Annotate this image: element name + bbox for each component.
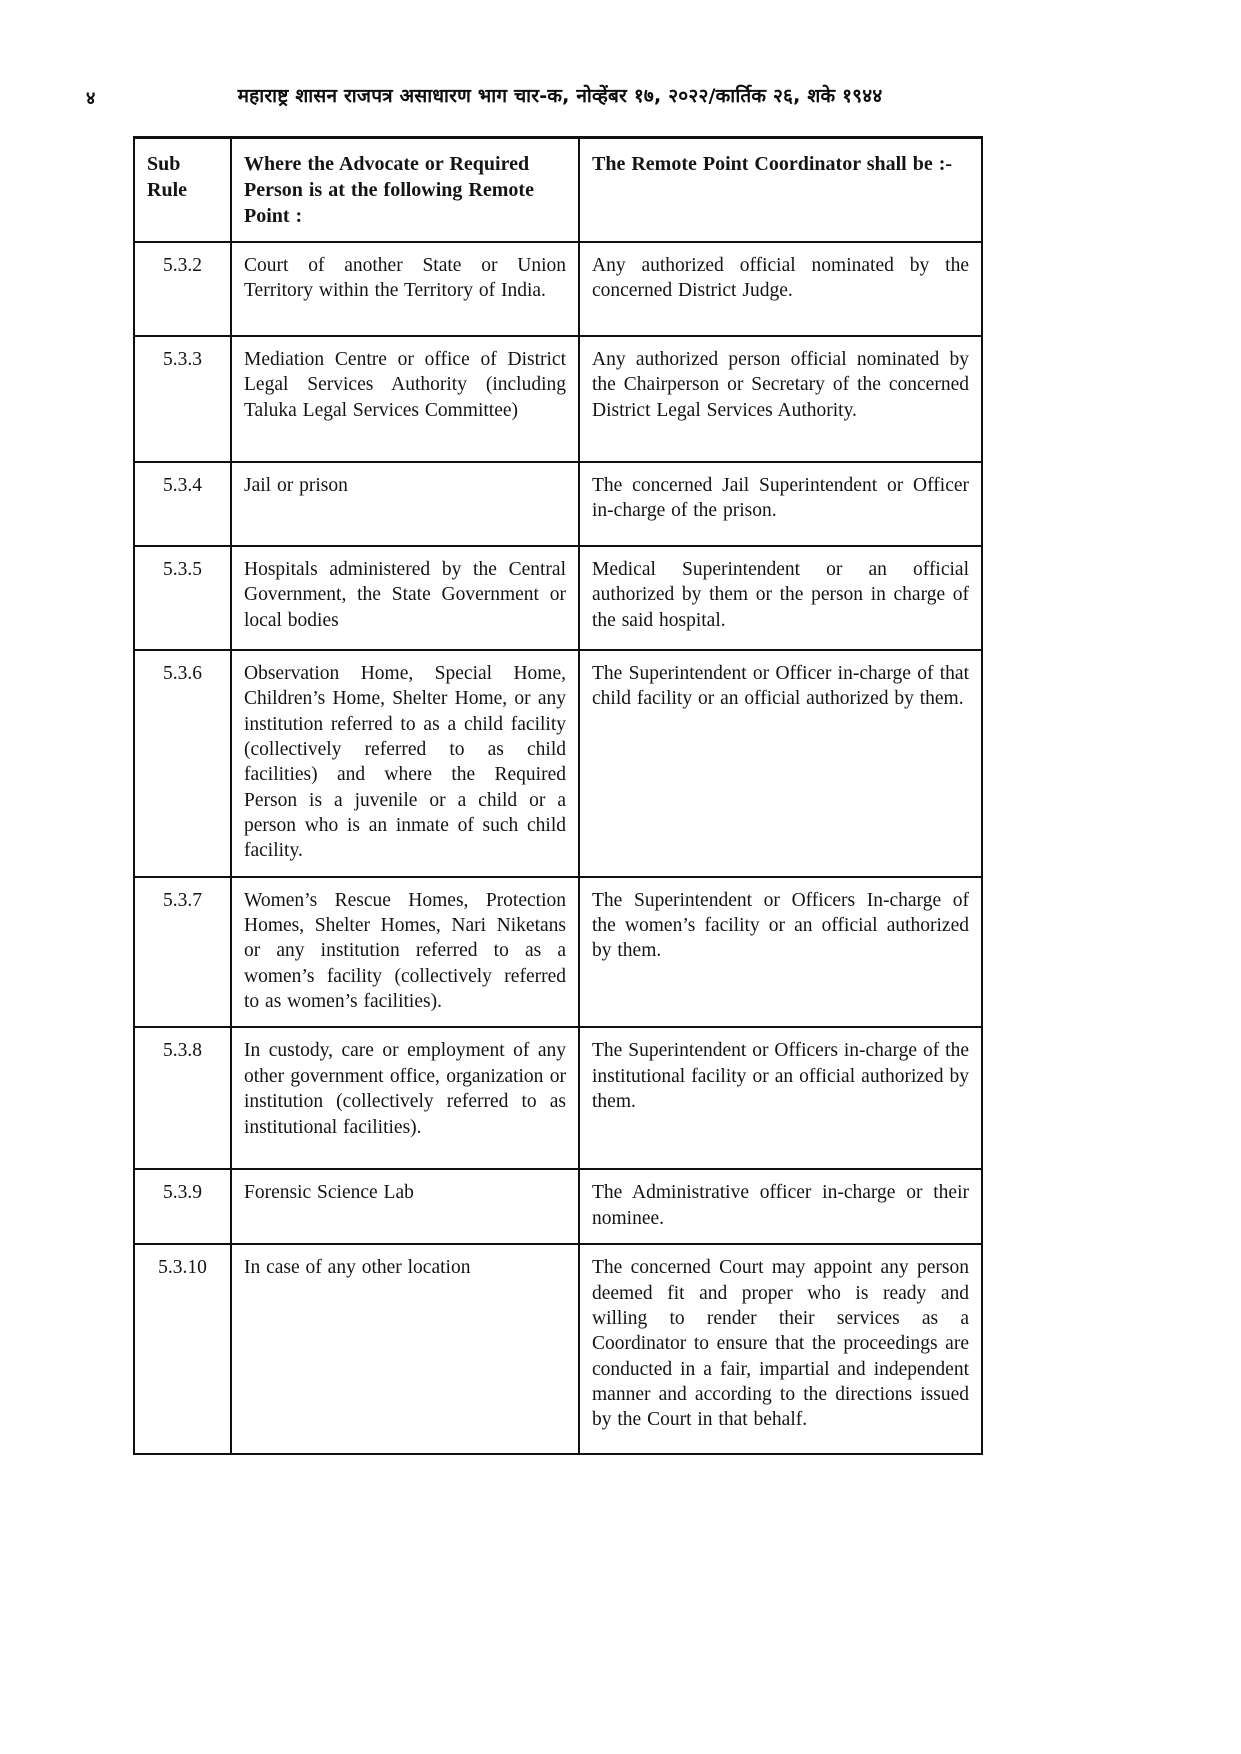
table-row (134, 462, 982, 546)
cell-sub-rule: 5.3.4 (134, 462, 231, 546)
table-row (134, 1027, 982, 1169)
table-row (134, 242, 982, 336)
cell-remote-point: Forensic Science Lab (231, 1169, 579, 1244)
table-body (134, 242, 982, 1454)
table-row (134, 1169, 982, 1244)
cell-sub-rule: 5.3.10 (134, 1244, 231, 1454)
cell-sub-rule: 5.3.2 (134, 242, 231, 336)
cell-coordinator: Any authorized person official nominated by the Chairperson or Secretary of the concerned District Legal Services Authority. (579, 336, 982, 462)
cell-coordinator: Any authorized official nominated by the concerned District Judge. (579, 242, 982, 336)
cell-coordinator: Medical Superintendent or an official authorized by them or the person in charge of the said hospital. (579, 546, 982, 650)
header-remote-point: Where the Advocate or Required Person is at the following Remote Point : (231, 138, 579, 243)
table-row (134, 650, 982, 877)
table-row (134, 336, 982, 462)
cell-coordinator: The concerned Jail Superintendent or Officer in-charge of the prison. (579, 462, 982, 546)
cell-sub-rule: 5.3.9 (134, 1169, 231, 1244)
header-coordinator: The Remote Point Coordinator shall be :- (579, 138, 982, 243)
remote-point-coordinator-table (133, 136, 983, 1455)
table-row (134, 877, 982, 1028)
cell-coordinator: The Superintendent or Officers in-charge of the institutional facility or an official authorized by them. (579, 1027, 982, 1169)
cell-remote-point: Hospitals administered by the Central Government, the State Government or local bodies (231, 546, 579, 650)
table-row (134, 1244, 982, 1454)
cell-remote-point: Court of another State or Union Territory within the Territory of India. (231, 242, 579, 336)
cell-sub-rule: 5.3.3 (134, 336, 231, 462)
table-header (134, 138, 982, 243)
cell-coordinator: The Superintendent or Officer in-charge of that child facility or an official authorized by them. (579, 650, 982, 877)
page-number: ४ (86, 88, 96, 109)
cell-remote-point: In custody, care or employment of any other government office, organization or institution (collectively referred to as institutional facilities). (231, 1027, 579, 1169)
table-header-row (134, 138, 982, 243)
cell-coordinator: The Superintendent or Officers In-charge of the women’s facility or an official authorized by them. (579, 877, 982, 1028)
cell-coordinator: The concerned Court may appoint any person deemed fit and proper who is ready and willing to render their services as a Coordinator to ensure that the proceedings are conducted in a fair, impartial and independent manner and according to the directions issued by the Court in that behalf. (579, 1244, 982, 1454)
cell-remote-point: Jail or prison (231, 462, 579, 546)
header-sub-rule: Sub Rule (134, 138, 231, 243)
gazette-header-title: महाराष्ट्र शासन राजपत्र असाधारण भाग चार-क, नोव्हेंबर १७, २०२२/कार्तिक २६, शके १९४४ (237, 85, 883, 107)
cell-sub-rule: 5.3.7 (134, 877, 231, 1028)
cell-remote-point: Mediation Centre or office of District Legal Services Authority (including Taluka Legal Services Committee) (231, 336, 579, 462)
cell-sub-rule: 5.3.8 (134, 1027, 231, 1169)
cell-sub-rule: 5.3.6 (134, 650, 231, 877)
cell-sub-rule: 5.3.5 (134, 546, 231, 650)
table-row (134, 546, 982, 650)
cell-coordinator: The Administrative officer in-charge or their nominee. (579, 1169, 982, 1244)
cell-remote-point: Women’s Rescue Homes, Protection Homes, Shelter Homes, Nari Niketans or any institution referred to as a women’s facility (collectively referred to as women’s facilities). (231, 877, 579, 1028)
cell-remote-point: In case of any other location (231, 1244, 579, 1454)
cell-remote-point: Observation Home, Special Home, Children’s Home, Shelter Home, or any institution referred to as a child facility (collectively referred to as child facilities) and where the Required Person is a juvenile or a child or a person who is an inmate of such child facility. (231, 650, 579, 877)
